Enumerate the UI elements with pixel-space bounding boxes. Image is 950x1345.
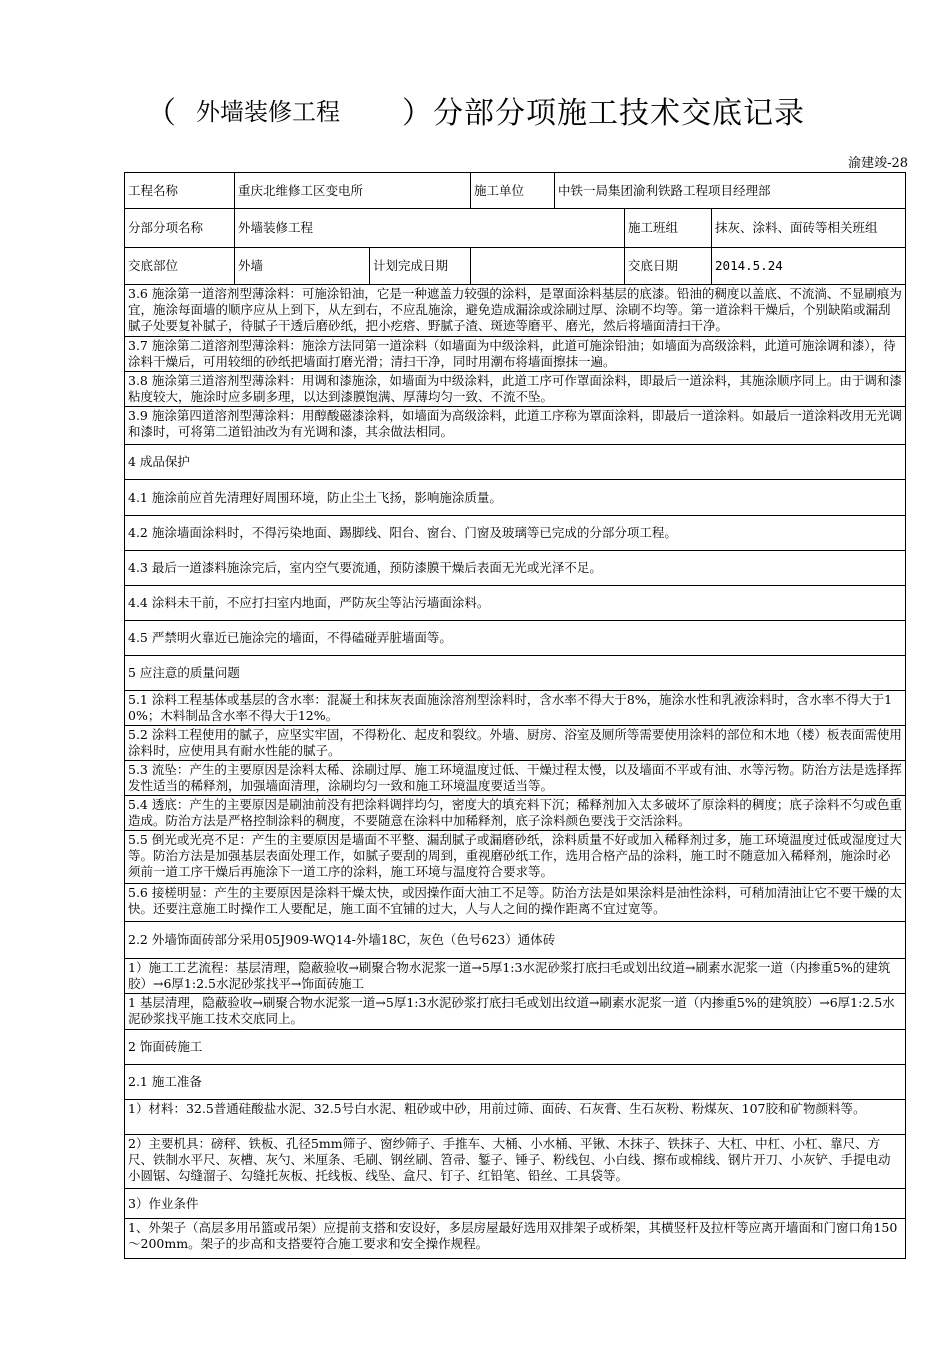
document-number: 渝建竣-28 — [848, 156, 908, 171]
content-row — [125, 285, 906, 337]
content-row — [125, 796, 906, 831]
content-row — [125, 337, 906, 372]
handover-record-table — [124, 172, 906, 1259]
content-row — [125, 959, 906, 994]
content-row: 3）作业条件 — [125, 1189, 906, 1219]
section-heading: 2.1 施工准备 — [125, 1065, 906, 1100]
row-text: 1、外架子（高层多用吊篮或吊架）应提前支搭和安设好，多层房屋最好选用双排架子或桥架，其横竖杆及拉杆等应离开墙面和门窗口角150～200mm。架子的步高和支搭要符合施工要求和安全操作规程。 — [128, 1219, 898, 1251]
content-row — [125, 831, 906, 884]
location-value: 外墙 — [235, 248, 370, 285]
plan-date-label: 计划完成日期 — [370, 248, 471, 285]
content-row — [125, 691, 906, 726]
title-text: ）分部分项施工技术交底记录 — [402, 96, 805, 131]
subproject-value: 外墙装修工程 — [235, 209, 625, 248]
location-label: 交底部位 — [125, 248, 235, 285]
row-text: 1）施工工艺流程：基层清理，隐蔽验收→刷聚合物水泥浆一道→5厚1:3水泥砂浆打底扫毛或划出纹道→刷素水泥浆一道（内掺重5%的建筑胶）→6厚1:2.5水泥砂浆找平→饰面砖施工 — [128, 959, 891, 991]
content-row: 2.2 外墙饰面砖部分采用05J909-WQ14-外墙18C，灰色（色号623）通体砖 — [125, 922, 906, 959]
title-paren-open: （ — [146, 96, 176, 131]
section-heading: 4 成品保护 — [125, 445, 906, 480]
construction-unit-value: 中铁一局集团渝利铁路工程项目经理部 — [555, 173, 906, 209]
row-text: 3.8 施涂第三道溶剂型薄涂料：用调和漆施涂，如墙面为中级涂料，此道工序可作罩面涂料，即最后一道涂料，其施涂顺序同上。由于调和漆粘度较大，施涂时应多刷多理，以达到漆膜饱满、厚薄均匀一致、不流不坠。 — [128, 372, 902, 404]
plan-date-value — [471, 248, 625, 285]
content-row: 4.2 施涂墙面涂料时，不得污染地面、踢脚线、阳台、窗台、门窗及玻璃等已完成的分部分项工程。 — [125, 516, 906, 551]
content-row — [125, 1100, 906, 1135]
content-row: 4.4 涂料未干前，不应打扫室内地面，严防灰尘等沾污墙面涂料。 — [125, 586, 906, 621]
row-text: 5.1 涂料工程基体或基层的含水率：混凝土和抹灰表面施涂溶剂型涂料时，含水率不得大于8%，施涂水性和乳液涂料时，含水率不得大于10%；木料制品含水率不得大于12%。 — [128, 691, 893, 723]
section-heading: 2 饰面砖施工 — [125, 1030, 906, 1065]
content-row: 4.1 施涂前应首先清理好周围环境，防止尘土飞扬，影响施涂质量。 — [125, 480, 906, 516]
project-name-value: 重庆北维修工区变电所 — [235, 173, 471, 209]
team-value: 抹灰、涂料、面砖等相关班组 — [712, 209, 906, 248]
content-row — [125, 884, 906, 922]
row-text: 5.5 倒光或光亮不足：产生的主要原因是墙面不平整、漏刮腻子或漏磨砂纸，涂料质量不好或加入稀释剂过多，施工环境温度过低或湿度过大等。防治方法是加强基层表面处理工作，如腻子要刮的周到，重视磨砂纸工作，选用合格产品的涂料，施工时不随意加入稀释剂，施涂时必须前一道工序干燥后再施涂下一道工序的涂料，施工环境与温度符合要求等。 — [128, 831, 902, 879]
row-text: 1）材料：32.5普通硅酸盐水泥、32.5号白水泥、粗砂或中砂，用前过筛、面砖、石灰膏、生石灰粉、粉煤灰、107胶和矿物颜料等。 — [128, 1100, 866, 1116]
team-label: 施工班组 — [625, 209, 712, 248]
row-text: 5.4 透底：产生的主要原因是刷油前没有把涂料调拌均匀，密度大的填充料下沉；稀释剂加入太多破坏了原涂料的稠度；底子涂料不匀或色重造成。防治方法是严格控制涂料的稠度，不要随意在涂料中加稀释剂，底子涂料颜色要浅于交活涂料。 — [128, 796, 902, 828]
handover-date-value: 2014.5.24 — [712, 248, 906, 285]
subproject-label: 分部分项名称 — [125, 209, 235, 248]
content-row — [125, 372, 906, 407]
content-row — [125, 761, 906, 796]
project-name-label: 工程名称 — [125, 173, 235, 209]
content-row: 4.3 最后一道漆料施涂完后，室内空气要流通，预防漆膜干燥后表面无光或光泽不足。 — [125, 551, 906, 586]
content-row — [125, 1219, 906, 1259]
row-text: 5.2 涂料工程使用的腻子，应坚实牢固，不得粉化、起皮和裂纹。外墙、厨房、浴室及厕所等需要使用涂料的部位和木地（楼）板表面需使用涂料时，应使用具有耐水性能的腻子。 — [128, 726, 902, 758]
handover-date-label: 交底日期 — [625, 248, 712, 285]
content-row: 4.5 严禁明火靠近已施涂完的墙面，不得磕碰弄脏墙面等。 — [125, 621, 906, 656]
row-text: 5.3 流坠：产生的主要原因是涂料太稀、涂刷过厚、施工环境温度过低、干燥过程太慢，以及墙面不平或有油、水等污物。防治方法是选择挥发性适当的稀释剂，加强墙面清理，涂刷均匀一致和施工环境温度要适当等。 — [128, 761, 902, 793]
title-project-name: 外墙装修工程 — [196, 98, 340, 126]
content-row — [125, 994, 906, 1030]
construction-unit-label: 施工单位 — [471, 173, 555, 209]
section-heading: 5 应注意的质量问题 — [125, 656, 906, 691]
row-text: 3.9 施涂第四道溶剂型薄涂料：用醇酸磁漆涂料，如墙面为高级涂料，此道工序称为罩面涂料，即最后一道涂料。如最后一道涂料改用无光调和漆时，可将第二道铅油改为有光调和漆，其余做法相同。 — [128, 407, 902, 439]
row-text: 5.6 接槎明显：产生的主要原因是涂料干燥太快，或因操作面大油工不足等。防治方法是如果涂料是油性涂料，可稍加清油让它不要干燥的太快。还要注意施工时操作工人要配足，施工面不宜铺的过大，人与人之间的操作距离不宜过宽等。 — [128, 884, 902, 916]
document-title — [0, 88, 950, 132]
row-text: 2）主要机具：磅秤、铁板、孔径5mm筛子、窗纱筛子、手推车、大桶、小水桶、平锹、木抹子、铁抹子、大杠、中杠、小杠、靠尺、方尺、铁制水平尺、灰槽、灰勺、米厘条、毛刷、钢丝刷、笤帚、錾子、锤子、粉线包、小白线、擦布或棉线、钢片开刀、小灰铲、手提电动小圆锯、勾缝溜子、勾缝托灰板、托线板、线坠、盒尺、钉子、红铅笔、铅丝、工具袋等。 — [128, 1135, 891, 1183]
row-text: 3.6 施涂第一道溶剂型薄涂料：可施涂铅油，它是一种遮盖力较强的涂料，是罩面涂料基层的底漆。铅油的稠度以盖底、不流淌、不显刷痕为宜，施涂每面墙的顺序应从上到下，从左到右，不应乱施涂，避免造成漏涂或涂刷过厚、涂刷不均等。第一道涂料干燥后，个别缺陷或漏刮腻子处要复补腻子，待腻子干透后磨砂纸，把小疙瘩、野腻子渣、斑迹等磨平、磨光，然后将墙面清扫干净。 — [128, 285, 902, 333]
content-row — [125, 726, 906, 761]
content-row — [125, 407, 906, 445]
content-row — [125, 1135, 906, 1189]
row-text: 3.7 施涂第二道溶剂型薄涂料：施涂方法同第一道涂料（如墙面为中级涂料，此道可施涂铅油；如墙面为高级涂料，此道可施涂调和漆），待涂料干燥后，可用较细的砂纸把墙面打磨光滑；清扫干净，同时用潮布将墙面擦抹一遍。 — [128, 337, 896, 369]
row-text: 1 基层清理，隐蔽验收→刷聚合物水泥浆一道→5厚1:3水泥砂浆打底扫毛或划出纹道→刷素水泥浆一道（内掺重5%的建筑胶）→6厚1:2.5水泥砂浆找平施工技术交底同上。 — [128, 994, 895, 1026]
